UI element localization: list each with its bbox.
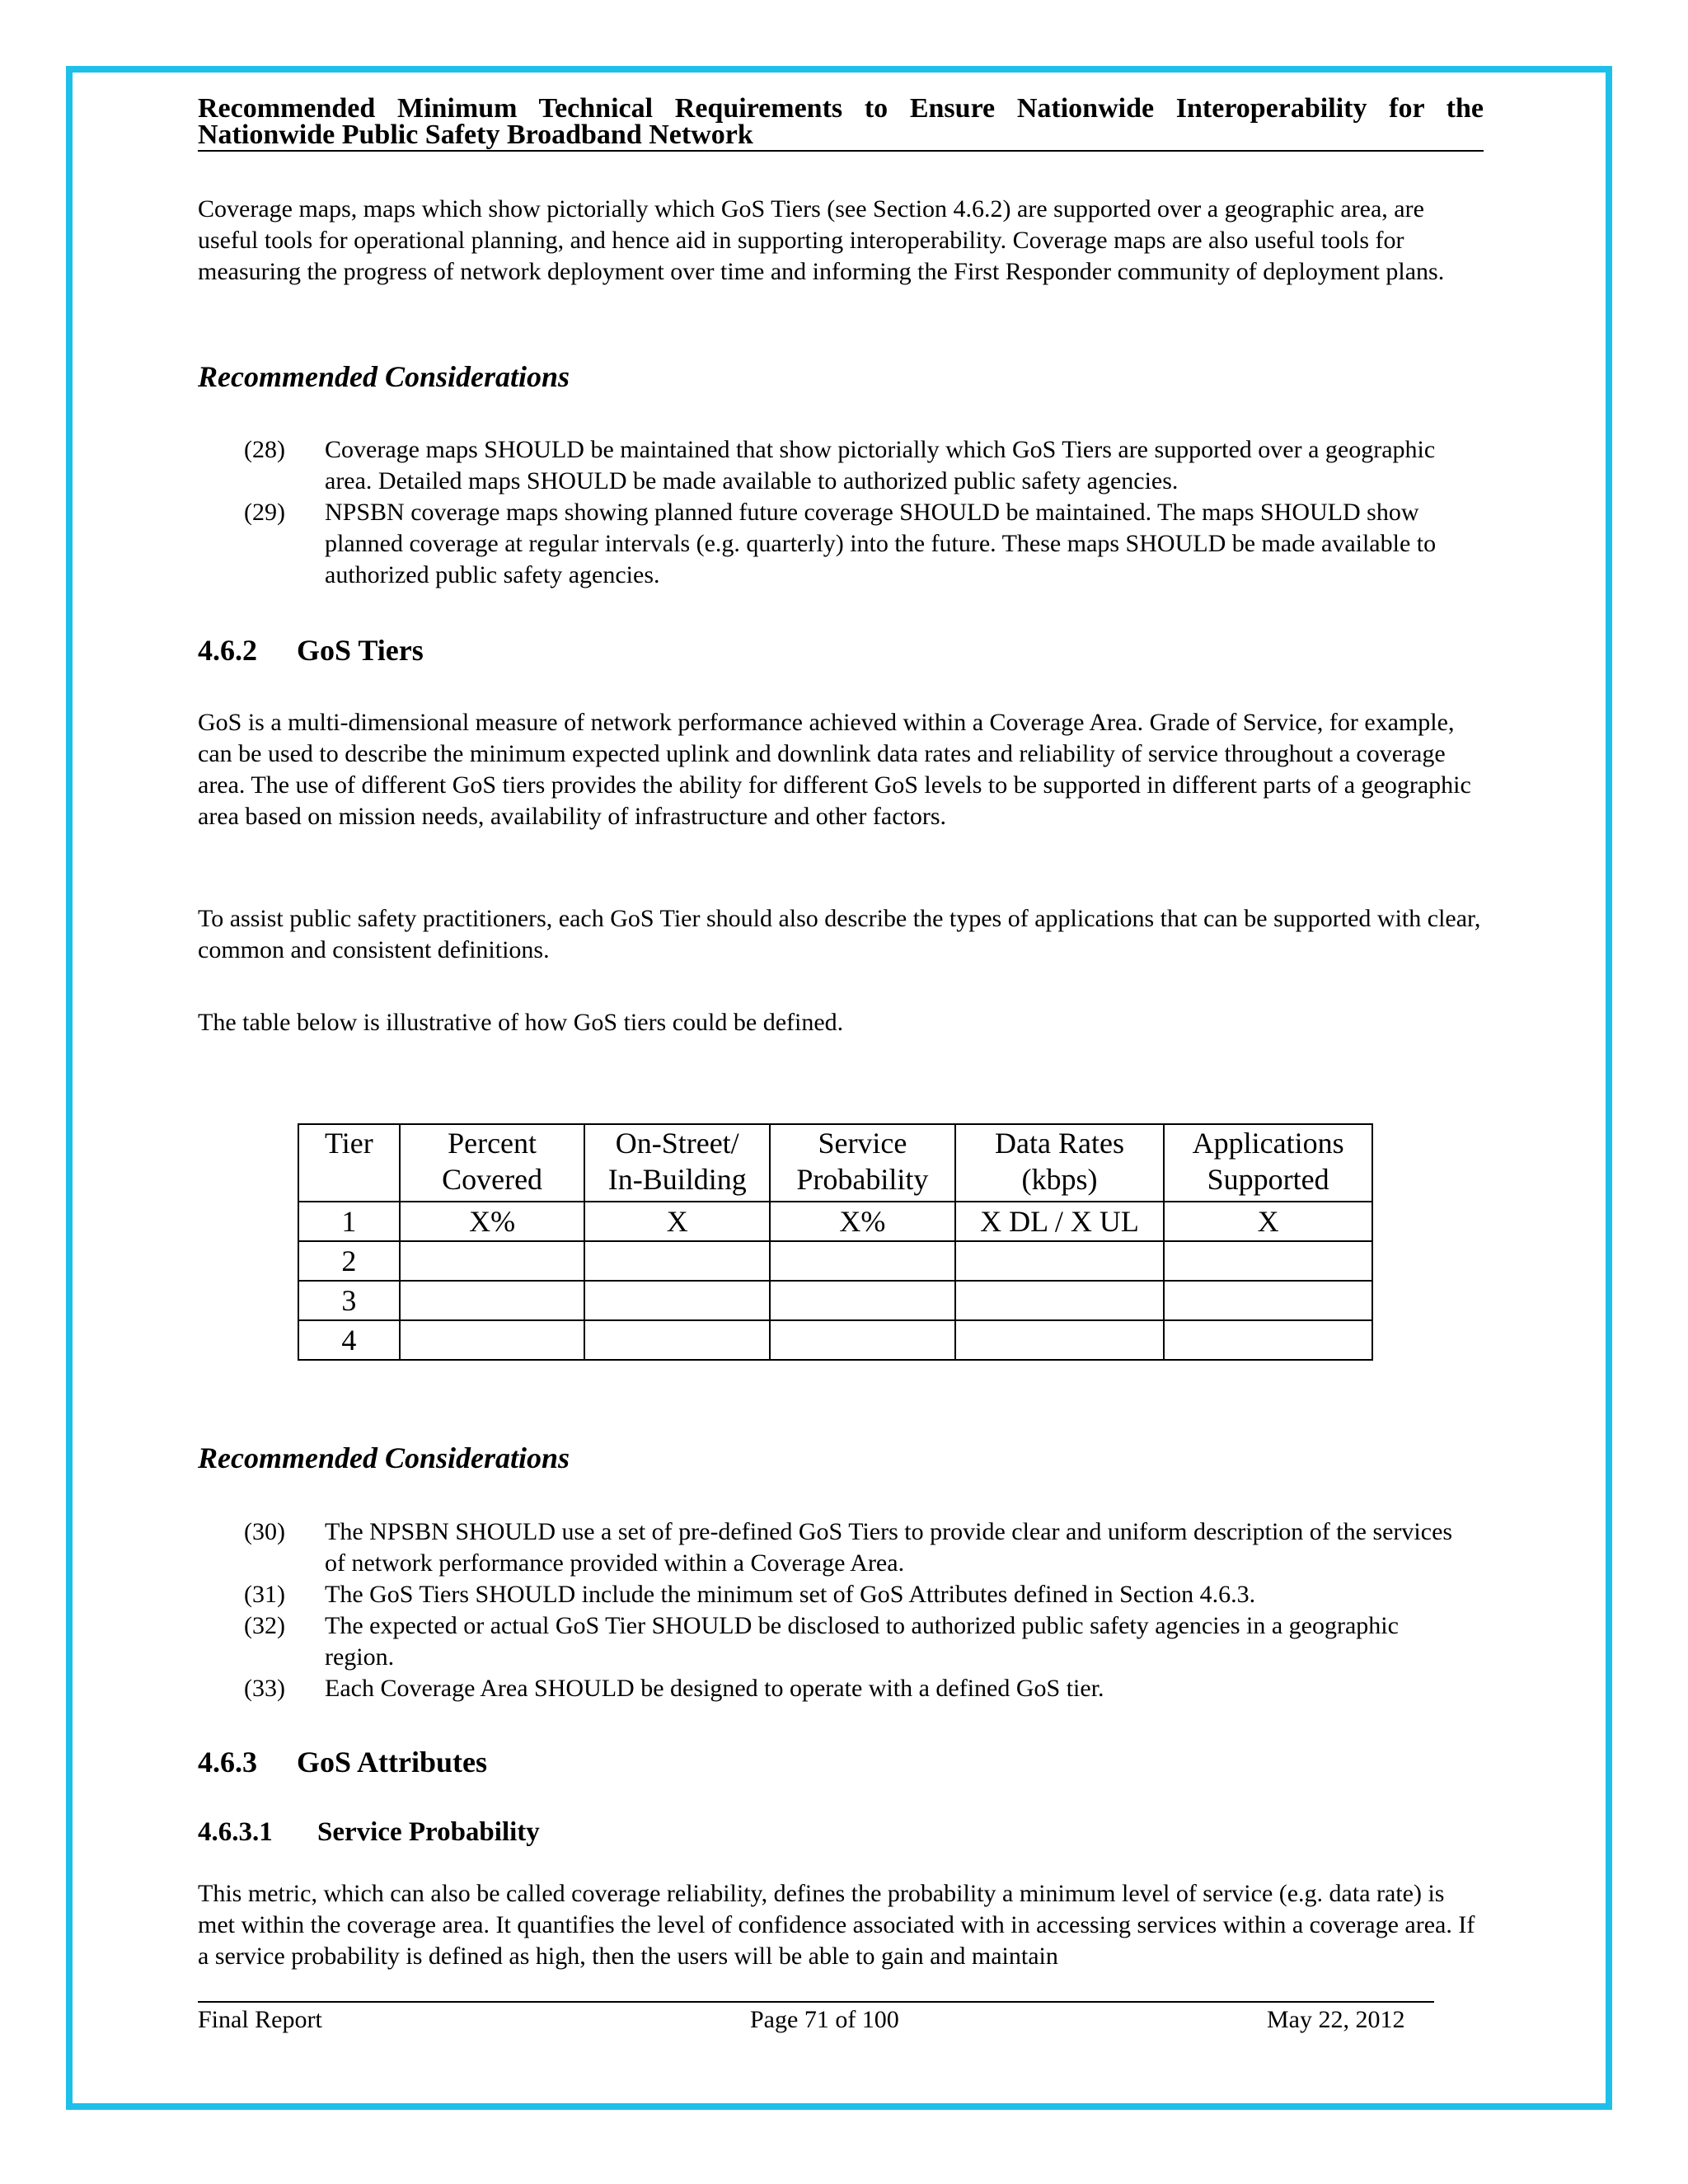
item-text: The GoS Tiers SHOULD include the minimum set of GoS Attributes defined in Section 4.6.3. xyxy=(325,1581,1256,1608)
item-text: The NPSBN SHOULD use a set of pre-defined GoS Tiers to provide clear and uniform description of the services of network performance provided within a Coverage Area. xyxy=(325,1518,1453,1577)
gos-paragraph-2: To assist public safety practitioners, each GoS Tier should also describe the types of applications that can be supported with clear, common and consistent definitions. xyxy=(198,905,1481,963)
considerations-list-1 xyxy=(244,434,1464,591)
cell-apps xyxy=(1164,1241,1372,1281)
item-number: (29) xyxy=(244,499,285,526)
item-text: The expected or actual GoS Tier SHOULD be disclosed to authorized public safety agencies in a geographic region. xyxy=(325,1612,1399,1671)
list-item xyxy=(244,1610,1464,1673)
cell-percent xyxy=(400,1241,585,1281)
footer-date: May 22, 2012 xyxy=(1267,2006,1405,2033)
cell-service xyxy=(770,1320,955,1360)
col-header-percent-covered: Percent Covered xyxy=(400,1124,585,1202)
col-header-tier: Tier xyxy=(298,1124,400,1202)
list-item xyxy=(244,1673,1464,1704)
cell-apps xyxy=(1164,1281,1372,1320)
table-row xyxy=(298,1241,1372,1281)
cell-percent: X% xyxy=(400,1202,585,1241)
cell-tier: 3 xyxy=(298,1281,400,1320)
cell-rates xyxy=(955,1320,1164,1360)
col-header-service-probability: Service Probability xyxy=(770,1124,955,1202)
list-item xyxy=(244,1579,1464,1610)
footer-page-number: Page 71 of 100 xyxy=(750,2006,899,2033)
cell-percent xyxy=(400,1281,585,1320)
section-number: 4.6.3.1 xyxy=(198,1817,273,1847)
cell-rates xyxy=(955,1241,1164,1281)
section-number: 4.6.2 xyxy=(198,634,257,667)
cell-tier: 4 xyxy=(298,1320,400,1360)
considerations-heading-1: Recommended Considerations xyxy=(198,360,570,393)
running-header xyxy=(198,93,1484,152)
section-title: Service Probability xyxy=(317,1817,540,1847)
cell-street: X xyxy=(584,1202,770,1241)
cell-street xyxy=(584,1281,770,1320)
item-number: (32) xyxy=(244,1612,285,1639)
gos-paragraph-3: The table below is illustrative of how GoS tiers could be defined. xyxy=(198,1009,844,1036)
cell-street xyxy=(584,1241,770,1281)
section-title: GoS Tiers xyxy=(297,634,424,667)
cell-street xyxy=(584,1320,770,1360)
cell-rates xyxy=(955,1281,1164,1320)
item-number: (30) xyxy=(244,1518,285,1545)
item-text: Each Coverage Area SHOULD be designed to operate with a defined GoS tier. xyxy=(325,1675,1104,1702)
cell-apps: X xyxy=(1164,1202,1372,1241)
section-heading-4-6-2 xyxy=(198,633,1484,668)
section-number: 4.6.3 xyxy=(198,1746,257,1779)
cell-percent xyxy=(400,1320,585,1360)
cell-tier: 1 xyxy=(298,1202,400,1241)
list-item xyxy=(244,1516,1464,1579)
col-header-applications: Applications Supported xyxy=(1164,1124,1372,1202)
cell-tier: 2 xyxy=(298,1241,400,1281)
cell-apps xyxy=(1164,1320,1372,1360)
service-probability-paragraph: This metric, which can also be called coverage reliability, defines the probability a minimum level of service (e.g. data rate) is met within the coverage area. It quantifies the level of confidence associated with in accessing services within a coverage area. If a service probability is defined as high, then the users will be able to gain and maintain xyxy=(198,1880,1475,1970)
item-number: (28) xyxy=(244,436,285,463)
header-line-1: Recommended Minimum Technical Requirements to Ensure Nationwide Interoperability for the xyxy=(198,93,1484,124)
item-number: (31) xyxy=(244,1581,285,1608)
table-row xyxy=(298,1202,1372,1241)
header-line-2: Nationwide Public Safety Broadband Network xyxy=(198,120,753,150)
item-text: NPSBN coverage maps showing planned future coverage SHOULD be maintained. The maps SHOULD show planned coverage at regular intervals (e.g. quarterly) into the future. These maps SHOULD be made available to authorized public safety agencies. xyxy=(325,499,1437,588)
section-heading-4-6-3 xyxy=(198,1745,1484,1779)
item-text: Coverage maps SHOULD be maintained that show pictorially which GoS Tiers are supported over a geographic area. Detailed maps SHOULD be made available to authorized public safety agencies. xyxy=(325,436,1436,494)
table-row xyxy=(298,1281,1372,1320)
cell-service xyxy=(770,1241,955,1281)
footer-left: Final Report xyxy=(198,2006,322,2033)
list-item xyxy=(244,497,1464,591)
section-heading-4-6-3-1 xyxy=(198,1817,1484,1848)
section-title: GoS Attributes xyxy=(297,1746,488,1779)
col-header-on-street: On-Street/ In-Building xyxy=(584,1124,770,1202)
cell-rates: X DL / X UL xyxy=(955,1202,1164,1241)
intro-paragraph: Coverage maps, maps which show pictorially which GoS Tiers (see Section 4.6.2) are supported over a geographic area, are useful tools for operational planning, and hence aid in supporting interoperability. Coverage maps are also useful tools for measuring the progress of network deployment over time and informing the First Responder community of deployment plans. xyxy=(198,195,1445,285)
considerations-list-2 xyxy=(244,1516,1464,1704)
gos-paragraph-1: GoS is a multi-dimensional measure of network performance achieved within a Coverage Area. Grade of Service, for example, can be used to describe the minimum expected uplink and downlink data rates and reliability of service throughout a coverage area. The use of different GoS tiers provides the ability for different GoS levels to be supported in different parts of a geographic area based on mission needs, availability of infrastructure and other factors. xyxy=(198,709,1471,830)
gos-tiers-table xyxy=(298,1123,1373,1361)
table-header-row xyxy=(298,1124,1372,1202)
cell-service xyxy=(770,1281,955,1320)
item-number: (33) xyxy=(244,1675,285,1702)
footer-rule xyxy=(198,2001,1434,2003)
considerations-heading-2: Recommended Considerations xyxy=(198,1441,570,1474)
cell-service: X% xyxy=(770,1202,955,1241)
col-header-data-rates: Data Rates (kbps) xyxy=(955,1124,1164,1202)
table-row xyxy=(298,1320,1372,1360)
list-item xyxy=(244,434,1464,497)
